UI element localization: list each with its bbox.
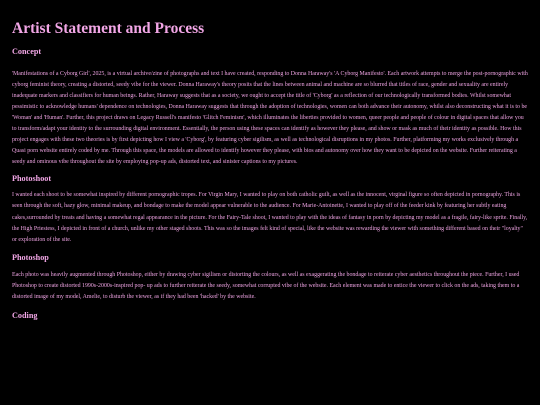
section-heading-coding: Coding [12, 310, 38, 320]
section-body-photoshoot: I wanted each shoot to be somewhat inspired by different pornographic tropes. For Virgin Mary, I wanted to play on both catholic guilt, as well as the innocent, virginal figure so often depicted in pornography. This is seen through the soft, hazy glow, minimal makeup, and bondage to make the model appear vulnerable to the audience. For Marie-Antoinette, I wanted to play off of the feeder kink by featuring her subtly eating cakes,surrounded by treats and having a somewhat regal appearance in the picture. For the Fairy-Tale shoot, I wanted to play with the ideas of fantasy in porn by depicting my model as a fragile, fairy-like sprite. Finally, the High Priestess, I depicted in front of a church, unlike my other staged shoots. This was so the images felt kind of special, like the website was rewarding the viewer with something different based on their "loyalty" or exploration of the site. [12, 192, 528, 243]
section-heading-photoshoot: Photoshoot [12, 174, 52, 184]
section-heading-photoshop: Photoshop [12, 252, 49, 262]
section-body-photoshop: Each photo was heavily augmented through Photoshop, either by drawing cyber sigilism or distorting the colours, as well as exaggerating the bondage to reiterate cyber aesthetics throughout the piece. Further, I used Photoshop to create distorted 1990s-2000s-inspired pop- up ads to further reiterate the seedy, somewhat corrupted vibe of the website. Each element was made to entice the viewer to click on the ads, taking them to a distorted image of my model, Amelie, to disturb the viewer, as if they had been 'hacked' by the website. [12, 271, 520, 300]
section-body-concept: 'Manifestations of a Cyborg Girl', 2025, is a virtual archive/zine of photographs and text I have created, responding to Donna Haraway's 'A Cyborg Manifesto'. Each artwork attempts to merge the post-pornographic with cyborg feminist theory, creating a distorted, seedy vibe for the viewer. Donna Haraway's theory posits that the lines between animal and machine are so blurred that titles of race, gender and sexuality are entirely inadequate markers and classifiers for human beings. Rather, Haraway suggests that as a society, we ought to accept the title of 'Cyborg' as a reflection of our technologically transformed bodies. Whilst somewhat pessimistic to acknowledge humans' dependence on technologies, Donna Haraway suggests that through the adoption of technologies, women can both advance their autonomy, whilst also deconstructing what it is to be 'Woman' and 'Human'. Further, this project draws on Legacy Russell's manifesto 'Glitch Feminism', which illuminates the liberties provided to women, queer people and people of colour in digital spaces that allow you to transform/adapt your identity to the surrounding digital environment. Essentially, the person using these spaces can identify as however they please, and show or mask as much of their identity as possible. How this project engages with these two theories is by first depicting how I view a 'Cyborg', by featuring cyber sigilism, as well as technological disruptions in my photos. Further, platforming my works exclusively through a Quasi porn website entirely coded by me. Through this space, the models are allowed to identify however they please, with bios and autonomy over how they want to be depicted on the website. Further reiterating a seedy and ominous vibe throughout the site by employing pop-up ads, distorted text, and sinister captions to my pictures. [12, 71, 528, 166]
section-heading-concept: Concept [12, 47, 42, 56]
page-title: Artist Statement and Process [12, 20, 205, 37]
